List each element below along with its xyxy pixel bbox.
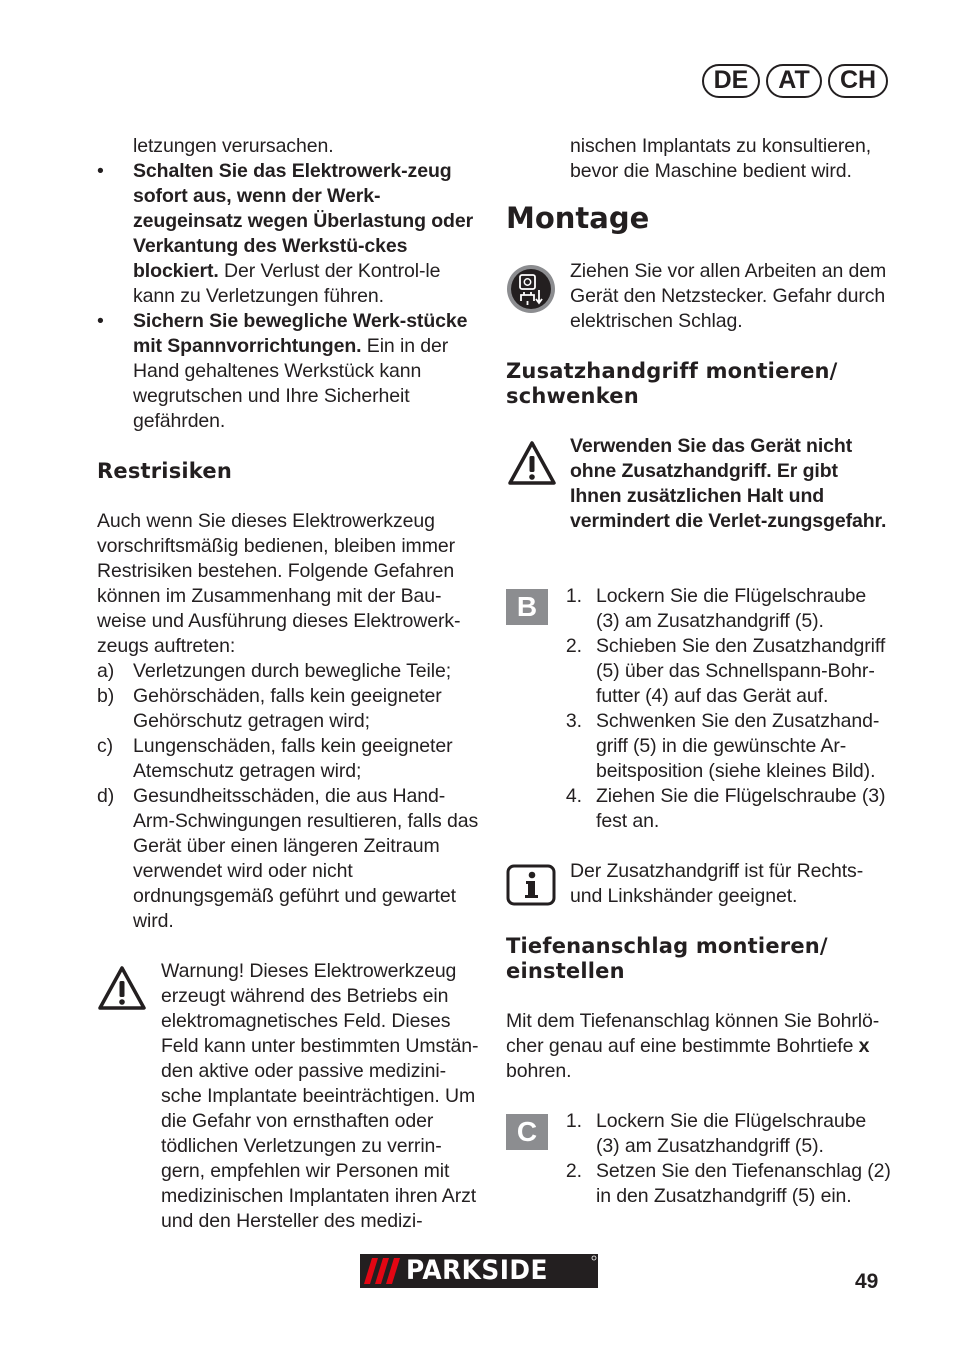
list-label: 2. bbox=[565, 635, 582, 657]
bullet-bold: Schalten Sie das Elektrowerk-zeug sofort aus, wenn der Werk-zeugeinsatz wegen Überlastung oder Verkantung des Werkstü-ckes blockiert. bbox=[133, 160, 474, 282]
bullet-text: Ein in der Hand gehaltenes Werkstück kann wegrutschen und Ihre Sicherheit gefährden. bbox=[133, 335, 449, 432]
list-text: Lockern Sie die Flügelschraube (3) am Zusatzhandgriff (5). bbox=[596, 1110, 867, 1157]
section-heading-tiefenanschlag: Tiefenanschlag montieren/ einstellen bbox=[506, 934, 828, 983]
list-item bbox=[97, 659, 484, 684]
list-label: 1. bbox=[565, 1110, 582, 1132]
figure-ref-c: C bbox=[506, 1114, 548, 1150]
list-item bbox=[558, 784, 892, 834]
info-icon bbox=[506, 864, 556, 906]
country-badge-ch: CH bbox=[828, 64, 888, 98]
list-text: Lungenschäden, falls kein geeigneter Atemschutz getragen wird; bbox=[133, 735, 453, 782]
list-text: Gehörschäden, falls kein geeigneter Gehörschutz getragen wird; bbox=[133, 685, 442, 732]
intro-variable: x bbox=[858, 1035, 870, 1057]
intro-text: bohren. bbox=[506, 1060, 572, 1082]
bullet-item bbox=[97, 159, 484, 309]
section-heading-zusatzhandgriff: Zusatzhandgriff montieren/ schwenken bbox=[506, 359, 838, 408]
bullet-text: Der Verlust der Kontrol-le kann zu Verletzungen führen. bbox=[133, 260, 441, 307]
country-badge-de: DE bbox=[702, 64, 760, 98]
list-item bbox=[558, 634, 892, 709]
list-text: Setzen Sie den Tiefenanschlag (2) in den Zusatzhandgriff (5) ein. bbox=[596, 1160, 891, 1207]
list-item bbox=[558, 1159, 892, 1209]
list-label: 4. bbox=[565, 785, 582, 807]
list-label: b) bbox=[97, 685, 115, 707]
list-item bbox=[558, 584, 892, 634]
bullet-bold: Sichern Sie bewegliche Werk-stücke mit Spannvorrichtungen. bbox=[133, 310, 468, 357]
emf-warning-text: Warnung! Dieses Elektrowerkzeug erzeugt während des Betriebs ein elektromagnetisches Feld. Dieses Feld kann unter bestimmten Umstän-den aktive oder passive medizini-sche Implantate beeinträchtigen. Um die Gefahr von ernsthaften oder tödlichen Verletzungen zu verrin-gern, empfehlen wir Personen mit medizinischen Implantaten ihren Arzt und den Hersteller des medizi- bbox=[161, 960, 479, 1232]
page-number: 49 bbox=[855, 1270, 879, 1293]
unplug-icon bbox=[506, 264, 556, 314]
list-label: 3. bbox=[565, 710, 582, 732]
list-item bbox=[558, 1109, 892, 1159]
section-heading-montage: Montage bbox=[506, 201, 650, 235]
list-label: 1. bbox=[565, 585, 582, 607]
left-column bbox=[97, 134, 484, 934]
parkside-logo bbox=[360, 1254, 598, 1288]
list-item bbox=[97, 734, 484, 784]
list-label: 2. bbox=[565, 1160, 582, 1182]
bullet-item bbox=[97, 309, 484, 434]
warning-triangle-icon bbox=[96, 964, 148, 1012]
list-text: Gesundheitsschäden, die aus Hand-Arm-Schwingungen resultieren, falls das Gerät über einen längeren Zeitraum verwendet wird oder nicht ordnungsgemäß geführt und gewartet wird. bbox=[133, 785, 479, 932]
handle-warning-text: Verwenden Sie das Gerät nicht ohne Zusatzhandgriff. Er gibt Ihnen zusätzlichen Halt und vermindert die Verlet-zungsgefahr. bbox=[570, 435, 887, 532]
depth-stop-steps bbox=[558, 1109, 892, 1209]
list-label: c) bbox=[97, 735, 114, 757]
intro-continuation: letzungen verursachen. bbox=[133, 135, 334, 157]
figure-ref-b: B bbox=[506, 589, 548, 625]
list-label: d) bbox=[97, 785, 115, 807]
country-badge-at: AT bbox=[766, 64, 822, 98]
unplug-note: Ziehen Sie vor allen Arbeiten an dem Gerät den Netzstecker. Gefahr durch elektrischen Schlag. bbox=[570, 260, 887, 332]
section-heading-restrisiken: Restrisiken bbox=[97, 459, 232, 483]
brand-name: PARKSIDE bbox=[406, 1255, 548, 1286]
list-text: Schwenken Sie den Zusatzhand-griff (5) in die gewünschte Ar-beitsposition (siehe kleines Bild). bbox=[596, 710, 880, 782]
handle-steps bbox=[558, 584, 892, 834]
warning-triangle-icon bbox=[506, 439, 558, 487]
list-text: Schieben Sie den Zusatzhandgriff (5) über das Schnellspann-Bohr-futter (4) auf das Gerät auf. bbox=[596, 635, 886, 707]
list-label: a) bbox=[97, 660, 115, 682]
tiefenanschlag-intro bbox=[506, 1009, 894, 1084]
list-text: Lockern Sie die Flügelschraube (3) am Zusatzhandgriff (5). bbox=[596, 585, 867, 632]
list-item bbox=[97, 684, 484, 734]
info-note-text: Der Zusatzhandgriff ist für Rechts- und Linkshänder geeignet. bbox=[570, 860, 864, 907]
list-item bbox=[558, 709, 892, 784]
intro-text: Mit dem Tiefenanschlag können Sie Bohrlö-cher genau auf eine bestimmte Bohrtiefe bbox=[506, 1010, 880, 1057]
list-text: Verletzungen durch bewegliche Teile; bbox=[133, 660, 452, 682]
warning-continuation: nischen Implantats zu konsultieren, bevor die Maschine bedient wird. bbox=[570, 135, 872, 182]
list-item bbox=[97, 784, 484, 934]
restrisiken-intro: Auch wenn Sie dieses Elektrowerkzeug vorschriftsmäßig bedienen, bleiben immer Restrisiken bestehen. Folgende Gefahren können im Zusammenhang mit der Bau-weise und Ausführung dieses Elektrowerk-zeugs auftreten: bbox=[97, 510, 461, 657]
list-text: Ziehen Sie die Flügelschraube (3) fest an. bbox=[596, 785, 886, 832]
